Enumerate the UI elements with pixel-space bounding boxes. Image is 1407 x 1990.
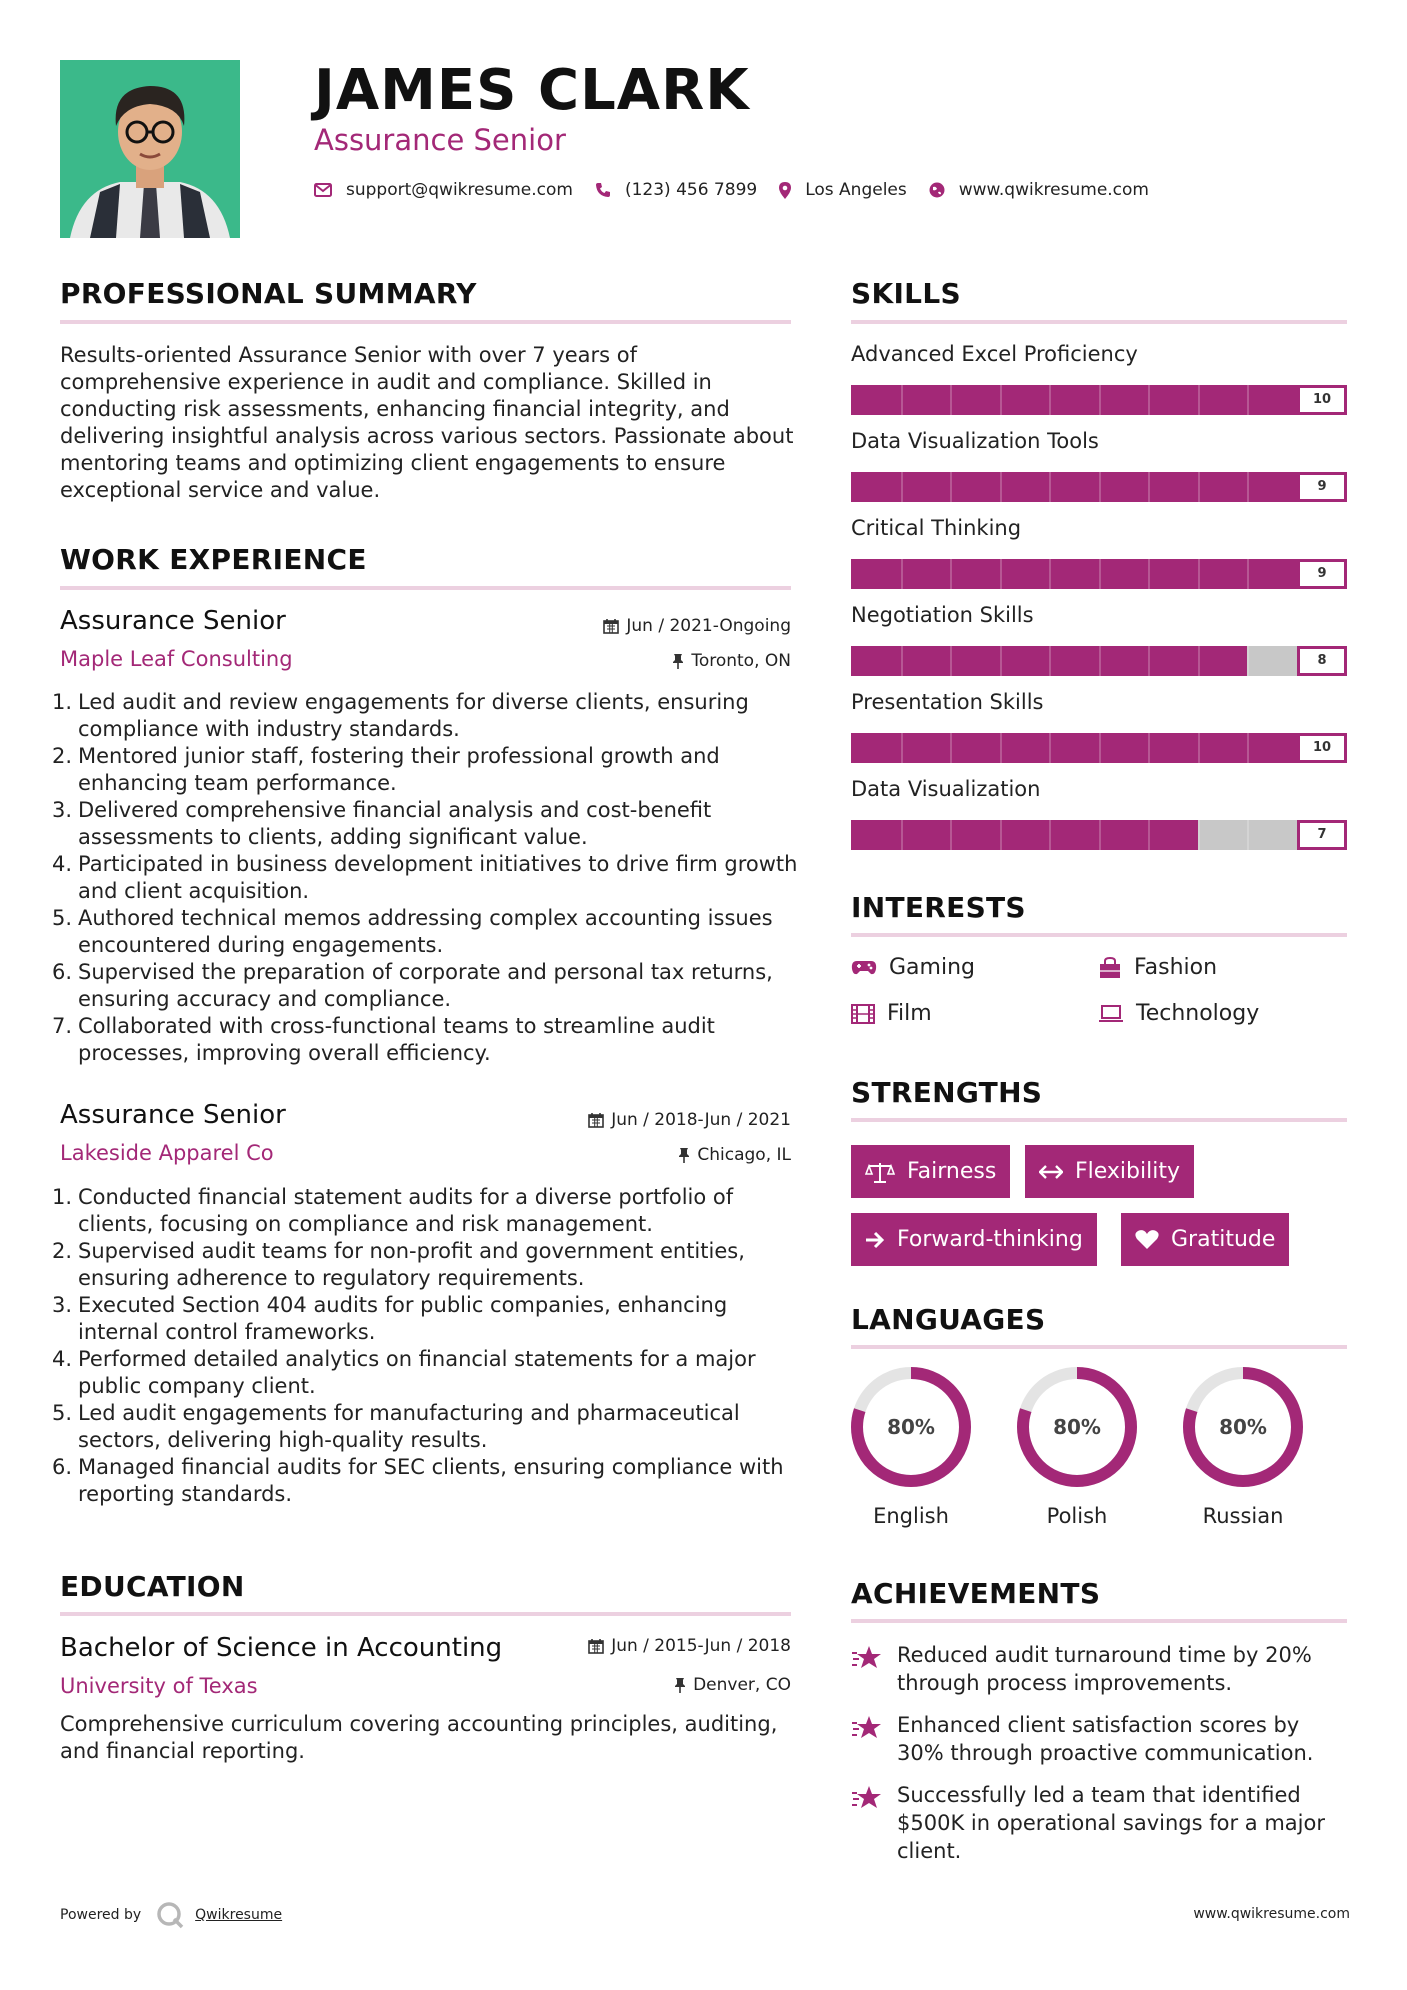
skills-divider: [851, 320, 1347, 324]
pushpin-icon: [674, 1677, 686, 1693]
footer-powered-by: [60, 1900, 282, 1930]
interest-item: [851, 955, 975, 980]
achievement-text: Enhanced client satisfaction scores by 30% through proactive communication.: [897, 1713, 1314, 1765]
skill-item: [851, 603, 1347, 676]
skills-heading: SKILLS: [851, 277, 961, 310]
skill-bar-segment: [1247, 385, 1249, 415]
language-item: [849, 1366, 973, 1528]
skill-bar-segment: [1247, 472, 1249, 502]
job-location: [678, 1145, 791, 1165]
language-name: Polish: [1046, 1504, 1108, 1528]
bullet-number: 5.: [52, 1401, 73, 1425]
list-item: [52, 1454, 805, 1508]
strength-label: Flexibility: [1075, 1159, 1180, 1184]
achievement-item: [851, 1711, 1351, 1767]
calendar-icon: [588, 1638, 604, 1654]
education-dates: [588, 1636, 791, 1656]
skill-bar-segment: [1148, 820, 1150, 850]
envelope-icon: [314, 183, 332, 197]
interest-label: Fashion: [1134, 955, 1218, 980]
skill-bar-segment: [1049, 472, 1051, 502]
languages-heading: LANGUAGES: [851, 1303, 1046, 1336]
interest-label: Film: [887, 1001, 932, 1026]
skill-level-badge: 9: [1297, 559, 1347, 589]
skill-item: [851, 516, 1347, 589]
contact-location: [779, 180, 907, 200]
skill-bar-segment: [1148, 385, 1150, 415]
strength-label: Forward-thinking: [897, 1227, 1083, 1252]
bullet-text: Led audit and review engagements for diverse clients, ensuring compliance with industry standards.: [78, 690, 749, 741]
language-item: [1181, 1366, 1305, 1528]
education-heading: EDUCATION: [60, 1570, 245, 1603]
education-location: [674, 1675, 791, 1695]
skill-bar-segment: [1049, 385, 1051, 415]
skill-bar-segment: [950, 733, 952, 763]
education-location-text: Denver, CO: [693, 1675, 791, 1695]
skill-bar-segment: [1000, 559, 1002, 589]
film-icon: [851, 1004, 875, 1024]
interest-label: Technology: [1136, 1001, 1260, 1026]
language-percent: 80%: [1053, 1415, 1101, 1439]
bullet-number: 4.: [52, 852, 73, 876]
skill-bar-segment: [901, 820, 903, 850]
skill-bar-segment: [1099, 646, 1101, 676]
heart-icon: [1135, 1229, 1159, 1250]
skill-label: Data Visualization: [851, 777, 1041, 801]
profile-photo: [60, 60, 240, 238]
strength-tag: [1025, 1145, 1194, 1198]
strength-tag: [851, 1213, 1097, 1266]
job-company: Maple Leaf Consulting: [60, 647, 293, 671]
skill-bar: [851, 385, 1347, 415]
skill-bar-segment: [950, 820, 952, 850]
skill-bar-segment: [901, 385, 903, 415]
laptop-icon: [1098, 1005, 1124, 1023]
bullet-number: 2.: [52, 744, 73, 768]
skill-bar-segment: [1049, 559, 1051, 589]
achievement-text: Successfully led a team that identified $500K in operational savings for a major client.: [897, 1783, 1325, 1863]
job-location-text: Chicago, IL: [697, 1145, 791, 1165]
skill-bar-segment: [901, 472, 903, 502]
arrows-horizontal-icon: [1039, 1165, 1063, 1179]
skill-bar-segment: [1198, 733, 1200, 763]
summary-text: Results-oriented Assurance Senior with over 7 years of comprehensive experience in audit and compliance. Skilled in conducting risk assessments, enhancing financial integrity, and delivering insightful analysis across various sectors. Passionate about mentoring teams and optimizing client engagements to ensure exceptional service and value.: [60, 343, 794, 502]
experience-heading: WORK EXPERIENCE: [60, 543, 367, 576]
bullet-number: 1.: [52, 690, 73, 714]
skill-item: [851, 342, 1347, 415]
interest-item: [851, 1001, 932, 1026]
brand-link[interactable]: Qwikresume: [195, 1907, 283, 1923]
location-text: Los Angeles: [805, 180, 907, 200]
skill-bar-segment: [1000, 385, 1002, 415]
job-dates: [603, 616, 791, 636]
interests-heading: INTERESTS: [851, 891, 1026, 924]
skill-label: Advanced Excel Proficiency: [851, 342, 1138, 366]
skill-bar-segment: [950, 646, 952, 676]
contact-phone[interactable]: [595, 180, 757, 200]
skill-bar-segment: [1247, 559, 1249, 589]
experience-divider: [60, 586, 791, 590]
skill-item: [851, 690, 1347, 763]
contact-website[interactable]: [929, 180, 1149, 200]
list-item: [52, 1400, 805, 1454]
skill-bar: [851, 733, 1347, 763]
bullet-text: Conducted financial statement audits for a diverse portfolio of clients, focusing on compliance and risk management.: [78, 1185, 734, 1236]
strength-label: Gratitude: [1171, 1227, 1276, 1252]
skill-bar-segment: [1099, 472, 1101, 502]
globe-icon: [929, 182, 945, 198]
language-name: English: [873, 1504, 949, 1528]
job-dates: [588, 1110, 791, 1130]
language-percent: 80%: [887, 1415, 935, 1439]
bullet-text: Participated in business development initiatives to drive firm growth and client acquisition.: [78, 852, 798, 903]
skill-bar-segment: [1198, 820, 1200, 850]
skill-bar-segment: [1099, 733, 1101, 763]
skill-bar-segment: [1000, 733, 1002, 763]
list-item: [52, 797, 805, 851]
bullet-number: 7.: [52, 1014, 73, 1038]
skill-bar-segment: [1247, 733, 1249, 763]
strengths-divider: [851, 1118, 1347, 1122]
list-item: [52, 1346, 805, 1400]
star-icon: [851, 1645, 883, 1671]
skill-bar: [851, 472, 1347, 502]
skill-bar-segment: [1247, 820, 1249, 850]
contact-bar: [314, 180, 1171, 200]
qwikresume-logo-icon: [155, 1900, 185, 1930]
bullet-number: 6.: [52, 1455, 73, 1479]
star-icon: [851, 1785, 883, 1811]
calendar-icon: [603, 618, 619, 634]
strengths-heading: STRENGTHS: [851, 1076, 1043, 1109]
strength-tag: [1121, 1213, 1289, 1266]
skill-level-badge: 10: [1297, 385, 1347, 415]
bullet-number: 2.: [52, 1239, 73, 1263]
list-item: [52, 1238, 805, 1292]
pushpin-icon: [678, 1147, 690, 1163]
strength-label: Fairness: [907, 1159, 997, 1184]
website-text: www.qwikresume.com: [958, 180, 1149, 200]
shopping-bag-icon: [1098, 957, 1122, 979]
skill-level-badge: 9: [1297, 472, 1347, 502]
pushpin-icon: [672, 653, 684, 669]
skill-bar-segment: [901, 733, 903, 763]
skill-bar-segment: [950, 472, 952, 502]
skill-item: [851, 777, 1347, 850]
skill-level-badge: 10: [1297, 733, 1347, 763]
achievement-item: [851, 1781, 1351, 1865]
skill-bar-segment: [1000, 646, 1002, 676]
arrow-right-icon: [865, 1231, 885, 1249]
balance-scale-icon: [865, 1161, 895, 1183]
bullet-text: Managed financial audits for SEC clients, ensuring compliance with reporting standards.: [78, 1455, 784, 1506]
school-name: University of Texas: [60, 1674, 258, 1698]
job-bullets: [52, 689, 805, 1067]
bullet-text: Supervised the preparation of corporate and personal tax returns, ensuring accuracy and compliance.: [78, 960, 773, 1011]
bullet-text: Authored technical memos addressing complex accounting issues encountered during engagements.: [78, 906, 773, 957]
language-ring: [1182, 1366, 1304, 1488]
job-title: Assurance Senior: [60, 606, 286, 636]
calendar-icon: [588, 1112, 604, 1128]
skill-bar-segment: [1099, 820, 1101, 850]
skill-item: [851, 429, 1347, 502]
language-ring: [1016, 1366, 1138, 1488]
bullet-text: Performed detailed analytics on financial statements for a major public company client.: [78, 1347, 756, 1398]
education-dates-text: Jun / 2015-Jun / 2018: [611, 1636, 791, 1656]
skill-bar-segment: [1099, 559, 1101, 589]
summary-heading: PROFESSIONAL SUMMARY: [60, 277, 477, 310]
email-text: support@qwikresume.com: [346, 180, 573, 200]
job-company: Lakeside Apparel Co: [60, 1141, 274, 1165]
list-item: [52, 851, 805, 905]
list-item: [52, 1292, 805, 1346]
gamepad-icon: [851, 960, 877, 976]
skill-bar-segment: [1198, 385, 1200, 415]
skill-bar-segment: [1049, 733, 1051, 763]
skill-bar-fill: [851, 559, 1297, 589]
skill-bar: [851, 559, 1347, 589]
phone-text: (123) 456 7899: [624, 180, 758, 200]
bullet-number: 6.: [52, 960, 73, 984]
degree-title: Bachelor of Science in Accounting: [60, 1633, 503, 1663]
language-percent: 80%: [1219, 1415, 1267, 1439]
candidate-name: JAMES CLARK: [314, 58, 750, 123]
map-marker-icon: [779, 182, 791, 199]
bullet-text: Supervised audit teams for non-profit and government entities, ensuring adherence to regulatory requirements.: [78, 1239, 745, 1290]
skill-bar-segment: [950, 385, 952, 415]
bullet-number: 3.: [52, 798, 73, 822]
languages-divider: [851, 1345, 1347, 1349]
language-item: [1015, 1366, 1139, 1528]
achievements-heading: ACHIEVEMENTS: [851, 1577, 1101, 1610]
footer-website[interactable]: www.qwikresume.com: [1193, 1906, 1350, 1922]
skill-bar-segment: [1148, 646, 1150, 676]
skill-bar-segment: [901, 559, 903, 589]
interest-item: [1098, 955, 1217, 980]
skill-bar: [851, 646, 1347, 676]
summary-divider: [60, 320, 791, 324]
skill-level-badge: 7: [1297, 820, 1347, 850]
skill-bar: [851, 820, 1347, 850]
skill-label: Data Visualization Tools: [851, 429, 1099, 453]
bullet-number: 5.: [52, 906, 73, 930]
interest-label: Gaming: [889, 955, 975, 980]
strength-tag: [851, 1145, 1010, 1198]
job-dates-text: Jun / 2021-Ongoing: [626, 616, 791, 636]
powered-by-text: Powered by: [60, 1907, 142, 1923]
job-dates-text: Jun / 2018-Jun / 2021: [611, 1110, 791, 1130]
list-item: [52, 959, 805, 1013]
list-item: [52, 1013, 805, 1067]
skill-bar-segment: [1198, 472, 1200, 502]
achievements-divider: [851, 1619, 1347, 1623]
list-item: [52, 689, 805, 743]
skill-bar-segment: [1148, 559, 1150, 589]
skill-bar-segment: [1247, 646, 1249, 676]
skill-bar-fill: [851, 472, 1297, 502]
job-bullets: [52, 1184, 805, 1508]
skill-label: Presentation Skills: [851, 690, 1044, 714]
bullet-text: Mentored junior staff, fostering their professional growth and enhancing team performance.: [78, 744, 720, 795]
job-location: [672, 651, 791, 671]
skill-bar-segment: [1049, 646, 1051, 676]
skill-bar-fill: [851, 820, 1198, 850]
bullet-text: Led audit engagements for manufacturing and pharmaceutical sectors, delivering high-quality results.: [78, 1401, 740, 1452]
skill-bar-segment: [1000, 820, 1002, 850]
skill-bar-segment: [1000, 472, 1002, 502]
interests-divider: [851, 933, 1347, 937]
education-divider: [60, 1612, 791, 1616]
job-location-text: Toronto, ON: [691, 651, 791, 671]
skill-bar-segment: [1148, 733, 1150, 763]
candidate-role: Assurance Senior: [314, 123, 566, 157]
list-item: [52, 1184, 805, 1238]
bullet-text: Executed Section 404 audits for public companies, enhancing internal control frameworks.: [78, 1293, 728, 1344]
bullet-number: 3.: [52, 1293, 73, 1317]
bullet-text: Collaborated with cross-functional teams to streamline audit processes, improving overall efficiency.: [78, 1014, 715, 1065]
education-description: Comprehensive curriculum covering accounting principles, auditing, and financial reporting.: [60, 1712, 778, 1763]
language-name: Russian: [1202, 1504, 1284, 1528]
contact-email[interactable]: [314, 180, 573, 200]
skill-level-badge: 8: [1297, 646, 1347, 676]
bullet-text: Delivered comprehensive financial analysis and cost-benefit assessments to clients, adding significant value.: [78, 798, 712, 849]
skill-bar-segment: [1198, 559, 1200, 589]
skill-bar-segment: [1148, 472, 1150, 502]
bullet-number: 4.: [52, 1347, 73, 1371]
skill-label: Critical Thinking: [851, 516, 1022, 540]
job-title: Assurance Senior: [60, 1100, 286, 1130]
bullet-number: 1.: [52, 1185, 73, 1209]
achievement-text: Reduced audit turnaround time by 20% through process improvements.: [897, 1643, 1312, 1695]
skill-bar-segment: [1049, 820, 1051, 850]
skill-bar-segment: [901, 646, 903, 676]
interest-item: [1098, 1001, 1259, 1026]
skill-bar-segment: [950, 559, 952, 589]
achievement-item: [851, 1641, 1351, 1697]
list-item: [52, 743, 805, 797]
skill-bar-segment: [1099, 385, 1101, 415]
language-ring: [850, 1366, 972, 1488]
phone-icon: [595, 182, 611, 198]
list-item: [52, 905, 805, 959]
skill-bar-segment: [1198, 646, 1200, 676]
star-icon: [851, 1715, 883, 1741]
skill-label: Negotiation Skills: [851, 603, 1034, 627]
